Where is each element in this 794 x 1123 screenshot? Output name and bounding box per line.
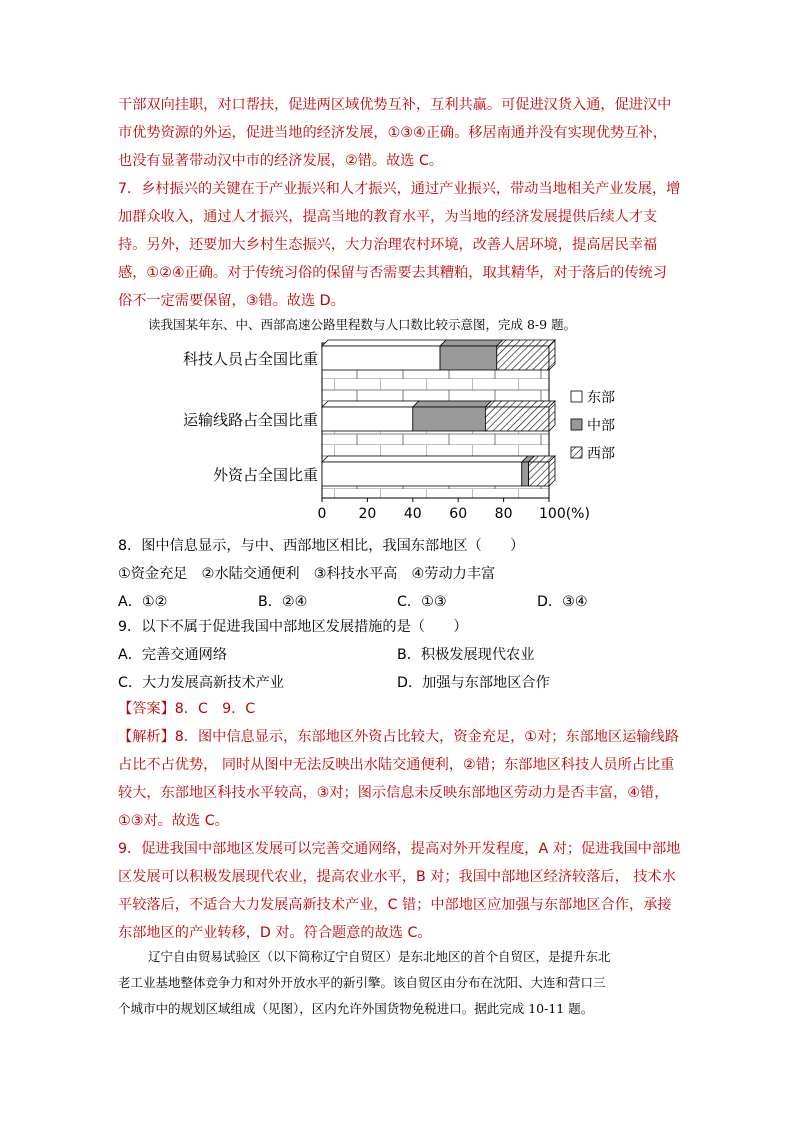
q6-explanation-line-1: 干部双向挂职，对口帮扶，促进两区域优势互补，互利共赢。可促进汉货入通，促进汉中 (118, 97, 672, 113)
q9-option-a[interactable]: A．完善交通网络 (118, 647, 228, 663)
analysis-line-7: 平较落后，不适合大力发展高新技术产业，C 错；中部地区应加强与东部地区合作，承接 (118, 897, 672, 913)
analysis-line-3: 较大，东部地区科技水平较高，③对；图示信息未反映东部地区劳动力是否丰富，④错， (118, 785, 669, 801)
bar-top-中部-0 (440, 340, 503, 346)
x-tick-label-3: 60 (449, 506, 468, 522)
analysis-line-1 (118, 727, 678, 747)
bar-西部-2 (529, 462, 549, 486)
category-label-1: 运输线路占全国比重 (182, 411, 318, 429)
analysis-text-1: 8．图中信息显示，东部地区外资占比较大，资金充足，①对；东部地区运输线路 (174, 729, 679, 745)
legend-swatch-2 (571, 447, 582, 458)
q7-explanation-line-4: 感，①②④正确。对于传统习俗的保留与否需要去其糟粕，取其精华，对于落后的传统习 (118, 265, 667, 281)
intro-10-11-line-2: 老工业基地整体竞争力和对外开放水平的新引擎。该自贸区由分布在沈阳、大连和营口三 (118, 975, 606, 990)
q9-stem: 9．以下不属于促进我国中部地区发展措施的是（ ） (118, 619, 468, 635)
q6-explanation-line-3: 也没有显著带动汉中市的经济发展，②错。故选 C。 (118, 153, 444, 169)
bar-top-西部-1 (485, 401, 555, 407)
q8-option-a[interactable]: A．①② (118, 594, 168, 610)
answer-line (118, 699, 678, 719)
bar-中部-2 (522, 462, 529, 486)
q9-option-b[interactable]: B．积极发展现代农业 (397, 647, 535, 663)
analysis-line-6: 区发展可以积极发展现代农业，提高农业水平，B 对；我国中部地区经济较落后， 技术水 (118, 869, 676, 885)
q8-items: ①资金充足 ②水陆交通便利 ③科技水平高 ④劳动力丰富 (118, 566, 496, 582)
x-tick-label-0: 0 (317, 506, 327, 522)
x-tick-label-1: 20 (358, 506, 377, 522)
bar-top-中部-1 (413, 401, 492, 407)
q8-option-c[interactable]: C．①③ (397, 594, 447, 610)
x-tick-label-4: 80 (494, 506, 513, 522)
q8-option-b[interactable]: B．②④ (258, 594, 308, 610)
analysis-line-2: 占比不占优势， 同时从图中无法反映出水陆交通便利，②错；东部地区科技人员所占比重 (118, 757, 675, 773)
bar-东部-2 (322, 462, 522, 486)
q7-explanation-line-3: 持。另外，还要加大乡村生态振兴，大力治理农村环境，改善人居环境，提高居民幸福 (118, 237, 658, 253)
intro-10-11-line-3: 个城市中的规划区域组成（见图），区内允许外国货物免税进口。据此完成 10-11 题。 (118, 1001, 594, 1016)
stacked-bar-chart (150, 335, 650, 525)
bar-top-西部-0 (497, 340, 555, 346)
x-tick-label-5: 100(%) (539, 506, 590, 522)
intro-questions-8-9: 读我国某年东、中、西部高速公路里程数与人口数比较示意图，完成 8-9 题。 (148, 317, 577, 332)
legend-swatch-1 (571, 419, 582, 430)
analysis-label: 【解析】 (118, 729, 175, 745)
answer-text: 8．C 9．C (174, 701, 256, 717)
legend-label-2: 西部 (587, 446, 615, 462)
bar-top-东部-2 (322, 456, 528, 462)
analysis-line-5: 9．促进我国中部地区发展可以完善交通网络，提高对外开发程度，A 对；促进我国中部地 (118, 841, 681, 857)
q7-explanation-line-2: 加群众收入，通过人才振兴，提高当地的教育水平，为当地的经济发展提供后续人才支 (118, 209, 658, 225)
intro-10-11-line-1: 辽宁自由贸易试验区（以下简称辽宁自贸区）是东北地区的首个自贸区，是提升东北 (148, 949, 611, 964)
q6-explanation-line-2: 市优势资源的外运，促进当地的经济发展，①③④正确。移居南通并没有实现优势互补， (118, 125, 667, 141)
bar-西部-0 (497, 346, 549, 370)
x-tick-label-2: 40 (403, 506, 422, 522)
analysis-line-8: 东部地区的产业转移，D 对。符合题意的故选 C。 (118, 925, 432, 941)
bar-中部-0 (440, 346, 497, 370)
q9-option-d[interactable]: D．加强与东部地区合作 (397, 675, 550, 691)
q7-explanation-line-1: 7．乡村振兴的关键在于产业振兴和人才振兴，通过产业振兴，带动当地相关产业发展，增 (118, 181, 681, 197)
bar-东部-1 (322, 407, 413, 431)
analysis-line-4: ①③对。故选 C。 (118, 813, 229, 829)
bar-中部-1 (413, 407, 486, 431)
q8-stem: 8．图中信息显示，与中、西部地区相比，我国东部地区（ ） (118, 538, 525, 554)
legend-label-0: 东部 (587, 390, 615, 406)
bar-top-东部-0 (322, 340, 446, 346)
q7-explanation-line-5: 俗不一定需要保留，③错。故选 D。 (118, 293, 345, 309)
legend-swatch-0 (571, 391, 582, 402)
bar-top-东部-1 (322, 401, 419, 407)
q8-option-d[interactable]: D．③④ (537, 594, 588, 610)
q9-option-c[interactable]: C．大力发展高新技术产业 (118, 675, 284, 691)
legend-label-1: 中部 (587, 418, 615, 434)
bar-东部-0 (322, 346, 440, 370)
category-label-0: 科技人员占全国比重 (182, 350, 318, 368)
category-label-2: 外资占全国比重 (212, 466, 318, 484)
bar-西部-1 (485, 407, 549, 431)
answer-label: 【答案】 (118, 701, 175, 717)
